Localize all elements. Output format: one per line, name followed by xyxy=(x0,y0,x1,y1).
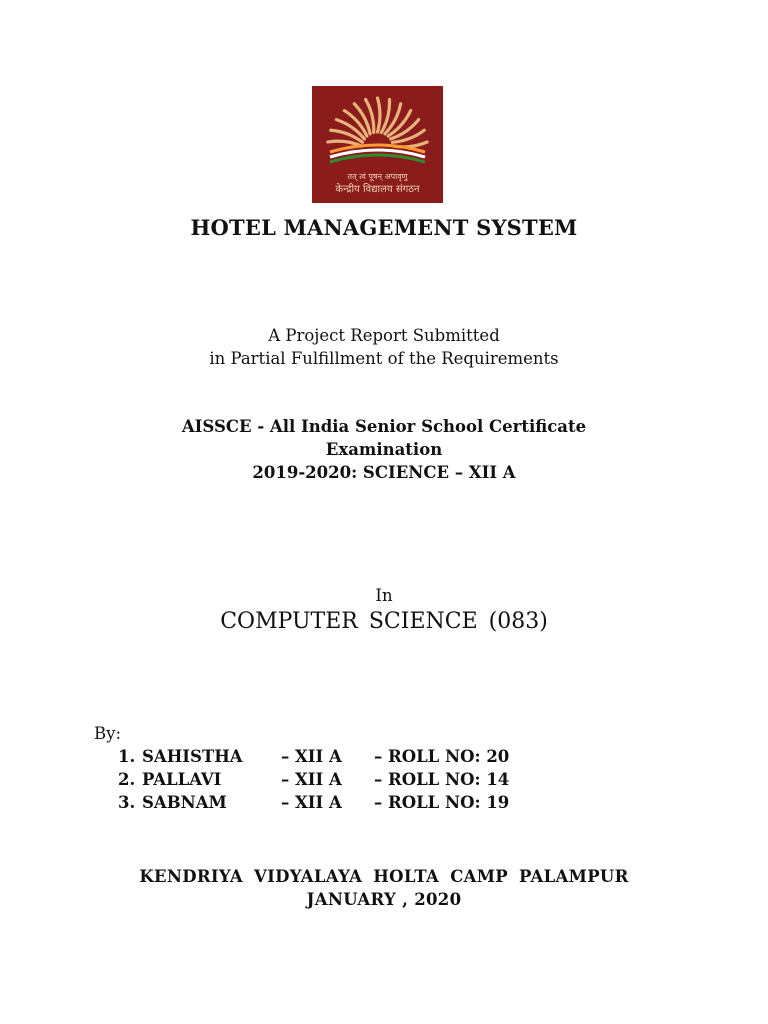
exam-line-2: Examination xyxy=(325,440,443,459)
logo-org-text: केन्द्रीय विद्यालय संगठन xyxy=(335,184,420,195)
student-roll: – ROLL NO: 14 xyxy=(374,770,510,789)
student-roll: – ROLL NO: 20 xyxy=(374,747,510,766)
exam-line-1: AISSCE - All India Senior School Certificate xyxy=(181,417,587,436)
exam-line-3: 2019-2020: SCIENCE – XII A xyxy=(252,463,516,482)
by-label: By: xyxy=(94,724,122,743)
submission-date: JANUARY , 2020 xyxy=(306,890,462,909)
student-name: PALLAVI xyxy=(142,770,222,789)
student-name: SAHISTHA xyxy=(142,747,243,766)
student-class: – XII A xyxy=(281,770,342,789)
logo-motto-text: तत् त्वं पूषन् अपावृणु xyxy=(347,172,408,181)
student-roll: – ROLL NO: 19 xyxy=(374,793,510,812)
kvs-sun-emblem-logo xyxy=(312,86,443,203)
student-number: 3. xyxy=(118,793,136,812)
student-class: – XII A xyxy=(281,747,342,766)
subtitle-line-1: A Project Report Submitted xyxy=(268,326,500,345)
report-title: HOTEL MANAGEMENT SYSTEM xyxy=(190,215,578,240)
student-name: SABNAM xyxy=(142,793,227,812)
in-label: In xyxy=(375,586,393,605)
student-number: 2. xyxy=(118,770,136,789)
subtitle-line-2: in Partial Fulfillment of the Requirements xyxy=(209,349,559,368)
school-name: KENDRIYA VIDYALAYA HOLTA CAMP PALAMPUR xyxy=(139,867,629,886)
student-class: – XII A xyxy=(281,793,342,812)
sun-emblem-icon xyxy=(312,86,443,203)
subject-title: COMPUTER SCIENCE (083) xyxy=(220,609,548,634)
student-number: 1. xyxy=(118,747,136,766)
